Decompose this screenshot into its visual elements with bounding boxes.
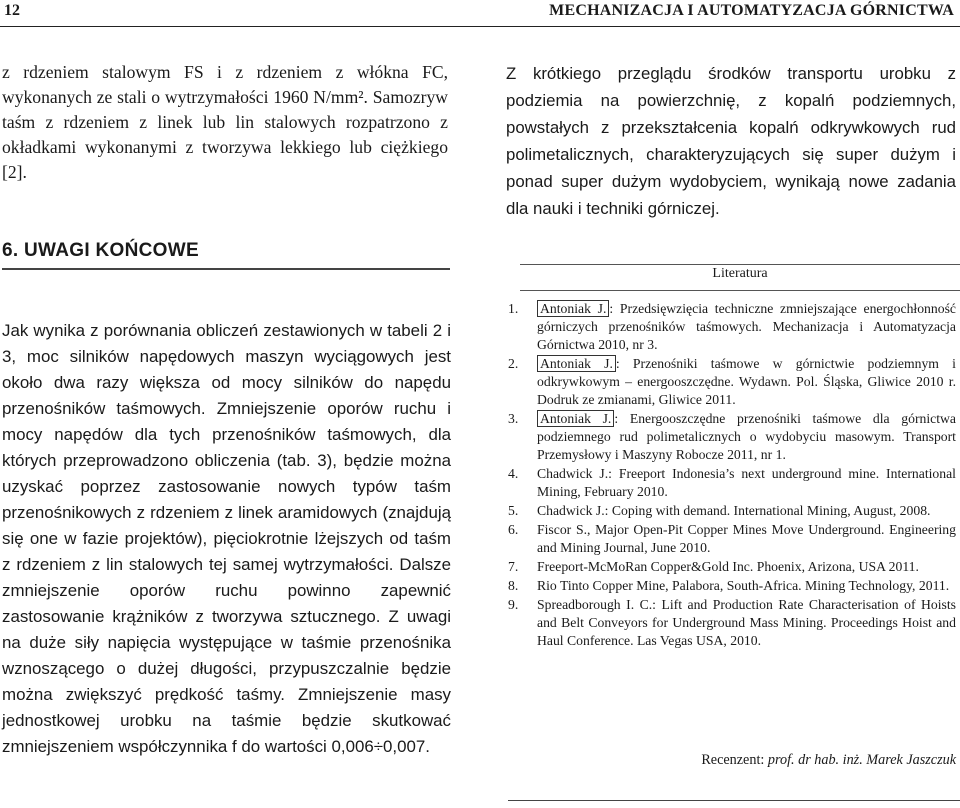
literature-bottom-rule — [520, 290, 960, 291]
reference-text: Freeport-McMoRan Copper&Gold Inc. Phoenix, Arizona, USA 2011. — [537, 559, 919, 574]
reference-author-link[interactable]: Antoniak J. — [537, 355, 616, 372]
reviewer-name: prof. dr hab. inż. Marek Jaszczuk — [767, 752, 956, 768]
bottom-divider — [508, 800, 960, 801]
reviewer-line — [701, 752, 956, 769]
reference-item — [508, 410, 956, 464]
reference-item — [508, 596, 956, 650]
section-title: 6. UWAGI KOŃCOWE — [2, 240, 199, 261]
reference-item — [508, 577, 956, 595]
reference-item — [508, 465, 956, 501]
reference-number: 8. — [508, 578, 519, 593]
reference-text: Fiscor S., Major Open-Pit Copper Mines Move Underground. Engineering and Mining Journal, June 2010. — [537, 522, 956, 555]
reference-number: 6. — [508, 522, 519, 537]
reference-text: Rio Tinto Copper Mine, Palabora, South-Africa. Mining Technology, 2011. — [537, 578, 950, 593]
reference-item — [508, 355, 956, 409]
reference-text: : Przedsięwzięcia techniczne zmniejszające energochłonność górniczych przenośników taśmowych. Mechanizacja i Automatyzacja Górnictwa 2010, nr 3. — [537, 301, 956, 352]
reference-author-link[interactable]: Antoniak J. — [537, 410, 614, 427]
right-column — [506, 60, 956, 222]
page-number: 12 — [4, 2, 20, 19]
reference-list — [508, 300, 956, 651]
journal-title: MECHANIZACJA I AUTOMATYZACJA GÓRNICTWA — [549, 2, 954, 19]
reference-text: Chadwick J.: Coping with demand. International Mining, August, 2008. — [537, 503, 931, 518]
reference-number: 1. — [508, 301, 519, 316]
reviewer-label: Recenzent: — [701, 752, 765, 768]
reference-number: 5. — [508, 503, 519, 518]
reference-item — [508, 558, 956, 576]
reference-item — [508, 300, 956, 354]
reference-item — [508, 521, 956, 557]
reference-text: Spreadborough I. C.: Lift and Production Rate Characterisation of Hoists and Belt Conveyors for Underground Mass Mining. Proceedings Hoist and Haul Conference. Las Vegas USA, 2010. — [537, 597, 956, 648]
left-intro-paragraph: z rdzeniem stalowym FS i z rdzeniem z włókna FC, wykonanych ze stali o wytrzymałości 1960 N/mm². Samozryw taśm z rdzeniem z linek lub lin stalowych rozpatrzono z okładkami wykonanymi z tworzywa lekkiego lub ciężkiego [2]. — [2, 62, 448, 182]
reference-text: : Przenośniki taśmowe w górnictwie podziemnym i odkrywkowym – energooszczędne. Wydawn. Pol. Śląska, Gliwice 2010 r. Dodruk ze zmianami, Gliwice 2011. — [537, 356, 956, 407]
header-divider — [0, 26, 960, 27]
left-column — [2, 60, 448, 185]
reference-number: 2. — [508, 356, 519, 371]
reference-number: 3. — [508, 411, 519, 426]
reference-number: 7. — [508, 559, 519, 574]
reference-author-link[interactable]: Antoniak J. — [537, 300, 609, 317]
reference-number: 9. — [508, 597, 519, 612]
reference-text: Chadwick J.: Freeport Indonesia’s next underground mine. International Mining, February 2010. — [537, 466, 956, 499]
literature-top-rule — [520, 264, 960, 265]
reference-item — [508, 502, 956, 520]
section-divider — [2, 268, 450, 270]
reference-text: : Energooszczędne przenośniki taśmowe dla górnictwa podziemnego rud polimetalicznych o wydobyciu masowym. Transport Przemysłowy i Maszyny Robocze 2011, nr 1. — [537, 411, 956, 462]
reference-number: 4. — [508, 466, 519, 481]
conclusions-paragraph: Jak wynika z porównania obliczeń zestawionych w tabeli 2 i 3, moc silników napędowych maszyn wyciągowych jest około dwa razy większa od mocy silników do napędu przenośników taśmowych. Zmniejszenie oporów ruchu i mocy napędów dla tych przenośników taśmowych, dla których przeprowadzono obliczenia (tab. 3), będzie można uzyskać poprzez zastosowanie nowych typów taśm przenośnikowych z rdzeniem z linek aramidowych (znajdują się one w fazie projektów), pięciokrotnie lżejszych od taśm z rdzeniem z lin stalowych tej samej wytrzymałości. Dalsze zmniejszenie oporów ruchu powinno zapewnić zastosowanie krążników z tworzywa sztucznego. Z uwagi na duże siły napięcia występujące w taśmie przenośnika wznoszącego o dużej długości, przypuszczalnie będzie można zwiększyć prędkość taśmy. Zmniejszenie masy jednostkowej urobku na taśmie będzie skutkować zmniejszeniem współczynnika f do wartości 0,006÷0,007. — [2, 321, 451, 756]
literature-title: Literatura — [712, 266, 768, 281]
right-intro-paragraph: Z krótkiego przeglądu środków transportu urobku z podziemia na powierzchnię, z kopalń podziemnych, powstałych z przekształcenia kopalń odkrywkowych rud polimetalicznych, charakteryzujących się super dużym i ponad super dużym wydobyciem, wynikają nowe zadania dla nauki i techniki górniczej. — [506, 64, 956, 218]
